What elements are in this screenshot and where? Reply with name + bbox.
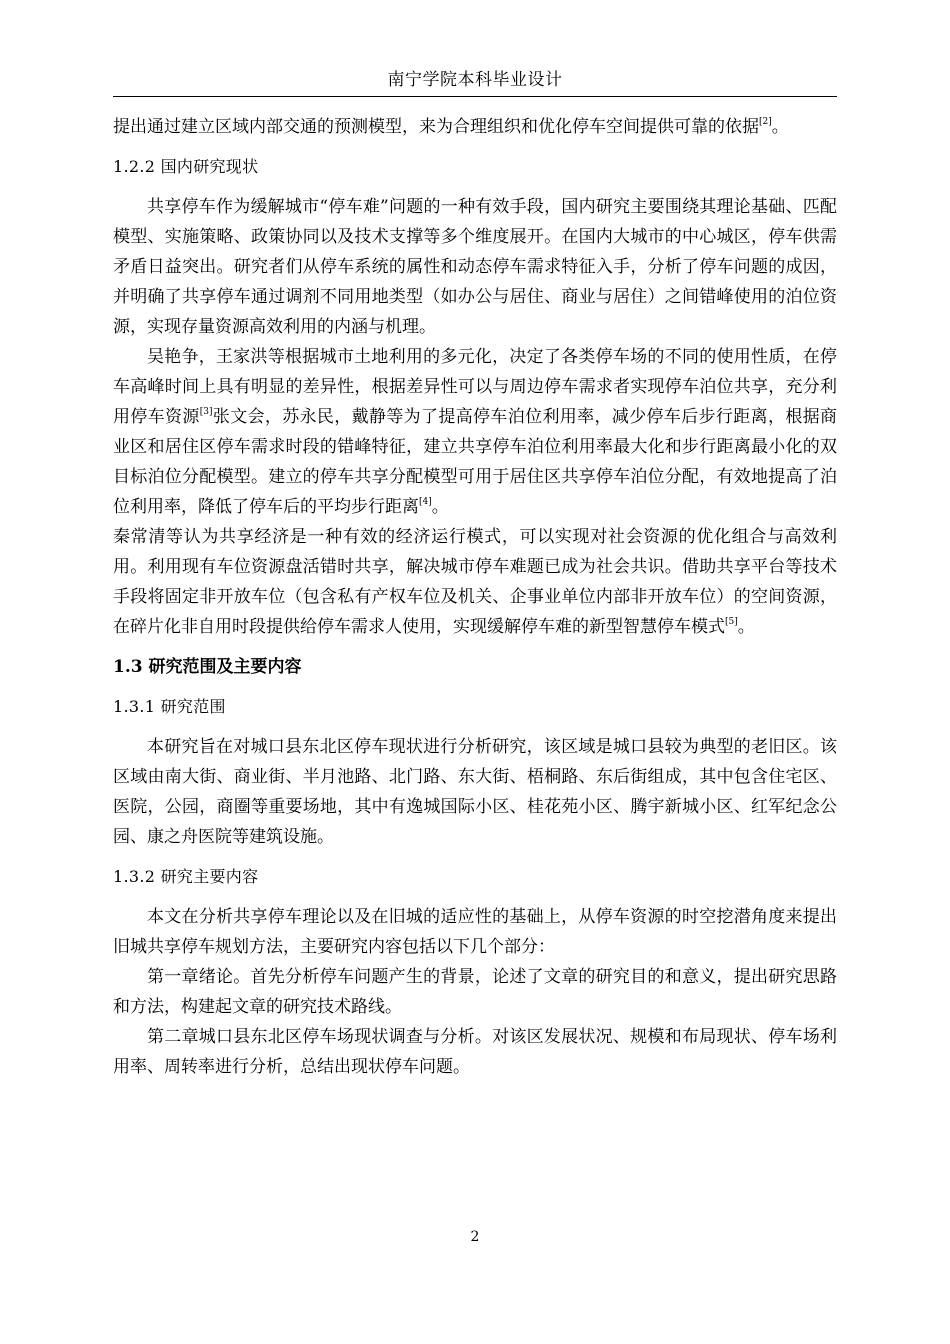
- paragraph-research-content-intro: 本文在分析共享停车理论以及在旧城的适应性的基础上，从停车资源的时空挖潜角度来提出旧城共享停车规划方法，主要研究内容包括以下几个部分：: [113, 907, 837, 957]
- paragraph-text: 张文会，苏永民，戴静等为了提高停车泊位利用率，减少停车后步行距离，根据商业区和居住区停车需求时段的错峰特征，建立共享停车泊位利用率最大化和步行距离最小化的双目标泊位分配模型。建立的停车共享分配模型可用于居住区共享停车泊位分配，有效地提高了泊位利用率，降低了停车后的平均步行距离: [113, 407, 838, 517]
- paragraph-tail: 。: [771, 117, 789, 137]
- paragraph-chapter-one: 第一章绪论。首先分析停车问题产生的背景，论述了文章的研究目的和意义，提出研究思路和方法，构建起文章的研究技术路线。: [113, 967, 837, 1017]
- paragraph-sharing-economy: [113, 522, 837, 642]
- paragraph-text: 秦常清等认为共享经济是一种有效的经济运行模式，可以实现对社会资源的优化组合与高效利用。利用现有车位资源盘活错时共享，解决城市停车难题已成为社会共识。借助共享平台等技术手段将固定非开放车位（包含私有产权车位及机关、企事业单位内部非开放车位）的空间资源，在碎片化非自用时段提供给停车需求人使用，实现缓解停车难的新型智慧停车模式: [113, 527, 837, 637]
- page-body: [113, 112, 837, 1082]
- citation-ref: [5]: [725, 617, 738, 627]
- paragraph-continuation: [113, 112, 837, 142]
- citation-ref: [3]: [199, 407, 213, 417]
- paragraph-domestic-studies: [113, 342, 837, 522]
- header-divider: [113, 96, 837, 97]
- paragraph-tail: 。: [431, 497, 449, 517]
- section-heading-1-3-2: 1.3.2 研究主要内容: [113, 867, 259, 886]
- page-number: 2: [470, 1229, 480, 1245]
- page-header-title: 南宁学院本科毕业设计: [387, 70, 563, 90]
- citation-ref: [4]: [419, 497, 432, 507]
- section-heading-1-2-2: 1.2.2 国内研究现状: [113, 157, 259, 176]
- paragraph-domestic-overview: 共享停车作为缓解城市“停车难”问题的一种有效手段，国内研究主要围绕其理论基础、匹配模型、实施策略、政策协同以及技术支撑等多个维度展开。在国内大城市的中心城区，停车供需矛盾日益突出。研究者们从停车系统的属性和动态停车需求特征入手，分析了停车问题的成因，并明确了共享停车通过调剂不同用地类型（如办公与居住、商业与居住）之间错峰使用的泊位资源，实现存量资源高效利用的内涵与机理。: [113, 197, 837, 337]
- paragraph-tail: 。: [737, 617, 755, 637]
- paragraph-text: 吴艳争，王家洪等根据城市土地利用的多元化，决定了各类停车场的不同的使用性质，在停车高峰时间上具有明显的差异性，根据差异性可以与周边停车需求者实现停车泊位共享，充分利用停车资源: [113, 347, 837, 427]
- paragraph-research-scope: 本研究旨在对城口县东北区停车现状进行分析研究，该区域是城口县较为典型的老旧区。该区域由南大街、商业街、半月池路、北门路、东大街、梧桐路、东后街组成，其中包含住宅区、医院，公园，商圈等重要场地，其中有逸城国际小区、桂花苑小区、腾宇新城小区、红军纪念公园、康之舟医院等建筑设施。: [113, 737, 837, 847]
- paragraph-text: 提出通过建立区域内部交通的预测模型，来为合理组织和优化停车空间提供可靠的依据: [113, 117, 759, 137]
- paragraph-chapter-two: 第二章城口县东北区停车场现状调查与分析。对该区发展状况、规模和布局现状、停车场利用率、周转率进行分析，总结出现状停车问题。: [113, 1027, 837, 1077]
- citation-ref: [2]: [759, 117, 772, 127]
- section-heading-1-3: 1.3 研究范围及主要内容: [113, 657, 302, 677]
- section-heading-1-3-1: 1.3.1 研究范围: [113, 697, 226, 716]
